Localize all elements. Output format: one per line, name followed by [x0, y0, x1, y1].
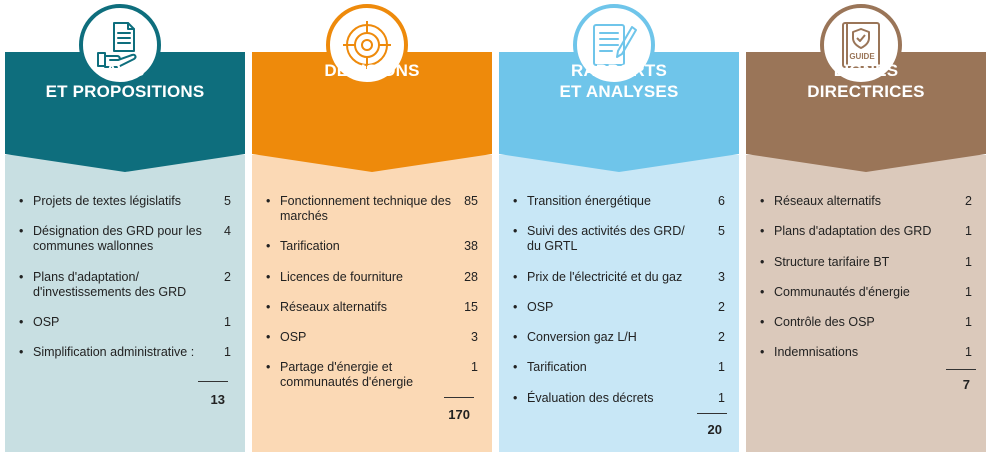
column-lignes [746, 0, 986, 457]
column-total: 170 [448, 407, 470, 422]
item-label: • Réseaux alternatifs [280, 299, 388, 314]
item-value: 1 [965, 254, 972, 269]
item-value: 2 [965, 194, 972, 208]
list-item [513, 194, 725, 209]
item-value: 1 [224, 314, 231, 329]
total-divider [946, 369, 976, 370]
list-item [760, 285, 972, 300]
item-value: 3 [718, 269, 725, 284]
item-label: • Réseaux alternatifs [774, 194, 882, 208]
list-item [513, 270, 725, 285]
list-item [266, 239, 478, 254]
item-label: • OSP [527, 299, 554, 314]
item-value: 1 [471, 360, 478, 375]
list-item [760, 345, 972, 360]
list-item [19, 270, 231, 300]
svg-text:GUIDE: GUIDE [849, 52, 875, 61]
column-decisions [252, 0, 492, 457]
item-list [760, 194, 972, 376]
list-item [266, 270, 478, 285]
item-value: 1 [965, 345, 972, 360]
item-label: • Évaluation des décrets [527, 390, 654, 405]
item-value: 1 [965, 284, 972, 299]
item-label: • Indemnisations [774, 345, 859, 360]
item-label: • Licences de fourniture [280, 269, 403, 284]
item-list [266, 194, 478, 406]
column-total: 20 [707, 422, 722, 437]
item-value: 28 [464, 269, 478, 284]
column-title: RAPPORTS ET ANALYSES [559, 61, 679, 101]
item-value: 1 [965, 224, 972, 239]
item-label: • Simplification administrative : [33, 345, 195, 360]
item-label: • Structure tarifaire BT [774, 254, 890, 269]
item-value: 5 [224, 194, 231, 208]
item-label: • OSP [33, 314, 60, 329]
item-value: 6 [718, 194, 725, 208]
item-value: 2 [224, 269, 231, 284]
item-list [513, 194, 725, 421]
column-avis [5, 0, 245, 457]
item-label: • Projets de textes législatifs [33, 194, 181, 208]
list-item [513, 224, 725, 254]
item-label: • Tarification [527, 360, 587, 375]
list-item [760, 315, 972, 330]
list-item [19, 194, 231, 209]
list-item [513, 300, 725, 315]
item-label: • Contrôle des OSP [774, 315, 875, 330]
item-label: • Partage d'énergie et communautés d'énergie [280, 360, 414, 390]
item-label: • Transition énergétique [527, 194, 651, 208]
list-item [513, 360, 725, 375]
item-value: 1 [224, 345, 231, 360]
column-title: DÉCISIONS [324, 61, 420, 80]
item-label: • Communautés d'énergie [774, 284, 910, 299]
item-value: 1 [965, 315, 972, 330]
item-value: 1 [718, 360, 725, 375]
item-value: 2 [718, 330, 725, 345]
column-title: AVIS ET PROPOSITIONS [45, 61, 205, 101]
list-item [266, 330, 478, 345]
item-label: • Fonctionnement technique des marchés [280, 194, 451, 223]
item-list [19, 194, 231, 375]
list-item [266, 194, 478, 224]
item-label: • Plans d'adaptation/ d'investissements des GRD [33, 269, 187, 299]
item-label: • Suivi des activités des GRD/ du GRTL [527, 224, 685, 254]
list-item [760, 224, 972, 239]
item-value: 5 [718, 224, 725, 239]
list-item [513, 391, 725, 406]
list-item [266, 360, 478, 390]
list-item [760, 194, 972, 209]
item-label: • Conversion gaz L/H [527, 330, 637, 345]
list-item [19, 224, 231, 254]
total-divider [198, 381, 228, 382]
item-value: 1 [718, 390, 725, 405]
list-item [513, 330, 725, 345]
item-label: • Tarification [280, 239, 340, 254]
item-value: 4 [224, 224, 231, 239]
item-value: 3 [471, 330, 478, 345]
item-value: 38 [464, 239, 478, 254]
column-title: LIGNES DIRECTRICES [807, 61, 925, 101]
item-label: • Prix de l'électricité et du gaz [527, 269, 683, 284]
list-item [266, 300, 478, 315]
item-label: • Plans d'adaptation des GRD [774, 224, 932, 239]
column-total: 7 [962, 377, 970, 392]
column-rapports [499, 0, 739, 457]
item-label: • Désignation des GRD pour les communes wallonnes [33, 224, 202, 254]
item-label: • OSP [280, 330, 307, 345]
total-divider [697, 413, 727, 414]
list-item [19, 345, 231, 360]
item-value: 85 [464, 194, 478, 208]
item-value: 2 [718, 299, 725, 314]
item-value: 15 [464, 299, 478, 314]
total-divider [444, 397, 474, 398]
column-total: 13 [210, 392, 225, 407]
list-item [760, 255, 972, 270]
list-item [19, 315, 231, 330]
